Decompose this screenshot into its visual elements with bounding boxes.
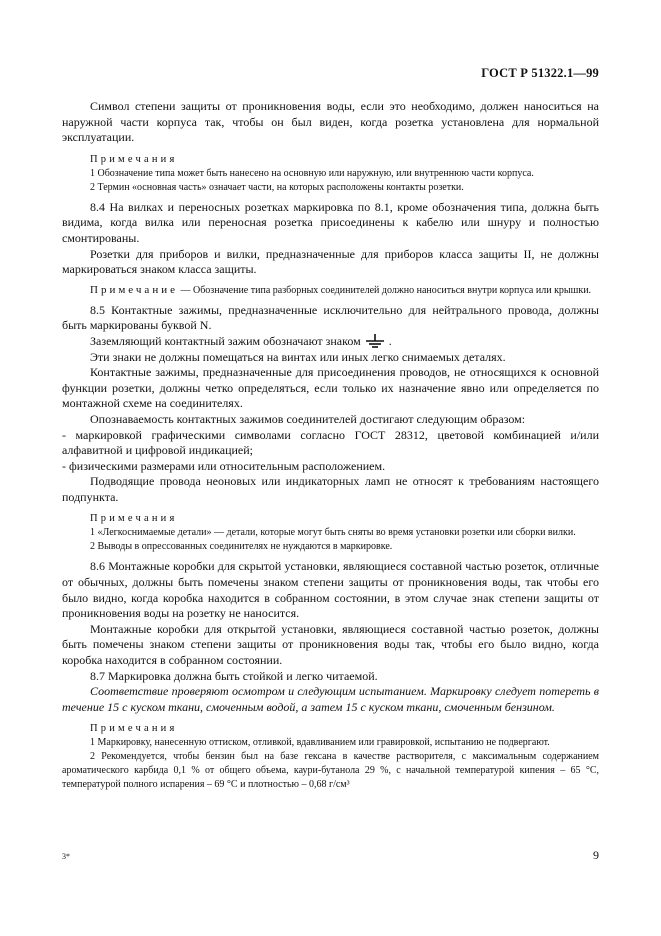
ground-terminal-text: Заземляющий контактный зажим обозначают знаком (90, 333, 361, 348)
notes-title: Примечания (90, 723, 178, 735)
note-text: — Обозначение типа разборных соединителей должно наноситься внутри корпуса или крышки. (177, 284, 592, 296)
note-title: Примечание (90, 283, 178, 296)
notes-title: Примечания (90, 513, 178, 525)
note-item: 1 Обозначение типа может быть нанесено на основную или наружную, или внутреннюю части корпуса. (90, 167, 534, 179)
list-item-graphic-symbols: - маркировкой графическими символами согласно ГОСТ 28312, цветовой комбинацией и/или алфавитной и цифровой индикацией; (62, 427, 599, 458)
paragraph-class-ii: Розетки для приборов и вилки, предназначенные для приборов класса защиты II, не должны маркироваться знаком класса защиты. (62, 246, 599, 277)
paragraph-8-6: 8.6 Монтажные коробки для скрытой установки, являющиеся составной частью розеток, отличные от обычных, должны быть помечены знаком степени защиты от проникновения воды, так чтобы его было видно, когда коробка находится в собранном состоянии, в этом случае знак степени защиты от проникновения воды на розетку не наносится. (62, 559, 599, 621)
paragraph-auxiliary-terminals: Контактные зажимы, предназначенные для присоединения проводов, не относящихся к основной функции розетки, должны четко определяться, если только их назначение явно или определяется по монтажной схеме на соединителях. (62, 365, 599, 411)
page-number: 9 (593, 848, 599, 862)
paragraph-neon-lamps: Подводящие провода неоновых или индикаторных ламп не относят к требованиям настоящего подпункта. (62, 474, 599, 504)
note-item: 1 «Легкоснимаемые детали» — детали, которые могут быть сняты во время установки розетки или сборки вилки. (90, 527, 576, 539)
paragraph-screws-note: Эти знаки не должны помещаться на винтах или иных легко снимаемых деталях. (90, 349, 506, 364)
notes-title: Примечания (90, 153, 178, 165)
paragraph-ground-terminal (62, 334, 599, 350)
sheet-mark: 3* (62, 852, 70, 861)
document-body (62, 99, 599, 792)
paragraph-test-procedure: Соответствие проверяют осмотром и следующим испытанием. Маркировку следует потереть в течение 15 с куском ткани, смоченным водой, а затем 15 с куском ткани, смоченным бензином. (62, 684, 599, 714)
paragraph-water-protection-symbol: Символ степени защиты от проникновения воды, если это необходимо, должен наноситься на наружной части корпуса так, чтобы он был виден, когда розетка установлена для нормальной эксплуатации. (62, 99, 599, 145)
list-item-physical-size: - физическими размерами или относительным расположением. (62, 458, 386, 473)
note-item: 2 Термин «основная часть» означает части, на которых расположены контакты розетки. (90, 181, 464, 193)
paragraph-identification: Опознаваемость контактных зажимов соединителей достигают следующим образом: (90, 411, 526, 426)
note-item: 2 Рекомендуется, чтобы бензин был на базе гексана в качестве растворителя, с максимальным содержанием ароматического карбида 0,1 % от общего объема, каури-бутанола 29 %, с начальной температурой кипения – 65 °С, температурой полного испарения – 69 °С и плотностью – 0,68 г/см³ (62, 751, 599, 791)
paragraph-8-5: 8.5 Контактные зажимы, предназначенные исключительно для нейтрального провода, должны быть маркированы буквой N. (62, 302, 599, 333)
single-note (62, 283, 599, 298)
note-item: 2 Выводы в опрессованных соединителях не нуждаются в маркировке. (90, 541, 393, 553)
paragraph-surface-mounting-boxes: Монтажные коробки для открытой установки, являющиеся составной частью розеток, должны быть помечены знаком степени защиты от проникновения воды так, чтобы его было видно, когда коробка находится в собранном состоянии. (62, 621, 599, 668)
paragraph-8-7: 8.7 Маркировка должна быть стойкой и легко читаемой. (90, 668, 378, 683)
paragraph-8-4: 8.4 На вилках и переносных розетках маркировка по 8.1, кроме обозначения типа, должна быть видима, когда вилка или переносная розетка присоединены к кабелю или шнуру и полностью смонтированы. (62, 199, 599, 245)
note-item: 1 Маркировку, нанесенную оттиском, отливкой, вдавливанием или гравировкой, испытанию не подвергают. (90, 737, 550, 749)
standard-header: ГОСТ Р 51322.1—99 (481, 66, 599, 80)
ground-terminal-end: . (385, 333, 392, 348)
ground-icon (364, 334, 386, 348)
document-page (62, 0, 599, 936)
